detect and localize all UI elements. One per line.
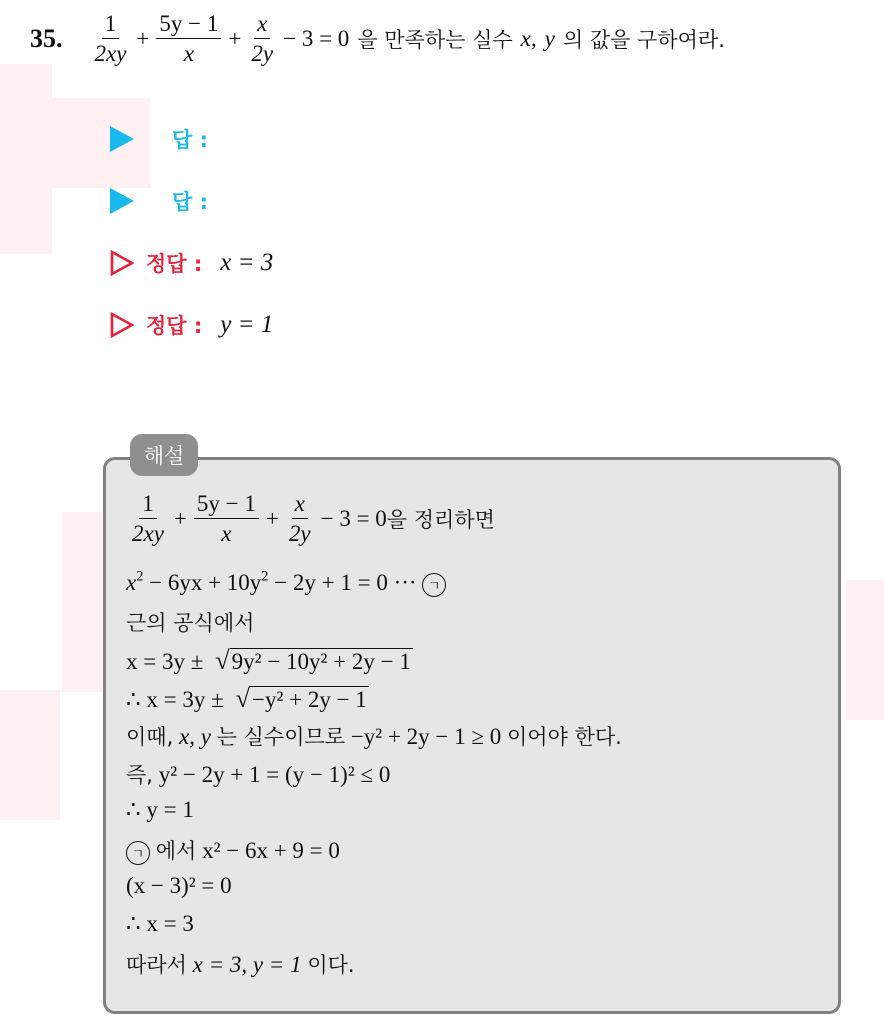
solution-text: 이때, bbox=[126, 725, 174, 749]
solution-expr: − 6yx + 10y bbox=[149, 570, 262, 595]
solution-line-4 bbox=[126, 645, 413, 676]
circle-marker: ㄱ bbox=[126, 841, 150, 865]
correct-answer-label: 정답 : bbox=[146, 252, 203, 276]
solution-line-11 bbox=[126, 911, 194, 937]
solution-text: 따라서 bbox=[126, 953, 187, 977]
solution-expr: −y² + 2y − 1 ≥ 0 bbox=[350, 724, 502, 749]
variable-y: y bbox=[544, 26, 555, 52]
solution-expr: x, y bbox=[179, 724, 211, 749]
fraction-denominator: 2xy bbox=[94, 41, 127, 67]
problem-number: 35. bbox=[30, 24, 63, 54]
fraction bbox=[286, 492, 314, 546]
answer-row-2 bbox=[110, 186, 208, 216]
solution-expr: ∴ y = 1 bbox=[126, 797, 194, 822]
solution-line-12 bbox=[126, 949, 355, 979]
answer-label: 답 : bbox=[172, 128, 208, 152]
solution-expr: x = 3y ± bbox=[126, 649, 204, 674]
fraction-numerator: 5y − 1 bbox=[156, 12, 221, 39]
solution-expr: x = 3, y = 1 bbox=[192, 952, 302, 977]
play-icon bbox=[110, 188, 134, 214]
solution-line-6 bbox=[126, 721, 622, 751]
solution-text: 이다. bbox=[307, 953, 355, 977]
fraction-denominator: 2xy bbox=[132, 521, 164, 547]
solution-line-9 bbox=[126, 835, 340, 865]
solution-expr: (x − 3)² = 0 bbox=[126, 873, 232, 898]
correct-answer-value: x = 3 bbox=[220, 249, 274, 276]
fraction-denominator: x bbox=[183, 41, 194, 67]
fraction bbox=[194, 492, 259, 546]
solution-text: 이어야 한다. bbox=[507, 725, 622, 749]
solution-line-3 bbox=[126, 607, 254, 637]
answer-label: 답 : bbox=[172, 190, 208, 214]
solution-expr: − 2y + 1 = 0 ··· bbox=[274, 570, 417, 595]
fraction bbox=[248, 12, 276, 66]
solution-line-1 bbox=[126, 492, 495, 546]
background-tint bbox=[0, 690, 60, 820]
fraction-denominator: 2y bbox=[251, 41, 274, 67]
solution-expr: x² − 6x + 9 = 0 bbox=[202, 838, 340, 863]
background-tint bbox=[62, 512, 104, 692]
equation-tail: − 3 = 0 bbox=[320, 506, 387, 532]
circle-marker: ㄱ bbox=[422, 573, 446, 597]
radicand: 9y² − 10y² + 2y − 1 bbox=[231, 649, 411, 674]
radicand: −y² + 2y − 1 bbox=[252, 687, 367, 712]
correct-answer-row-2 bbox=[110, 310, 273, 340]
correct-answer-value: y = 1 bbox=[220, 311, 274, 338]
problem-text-end: 의 값을 구하여라. bbox=[562, 28, 725, 53]
problem-text: 을 만족하는 실수 bbox=[357, 28, 513, 53]
equation-tail: − 3 = 0 bbox=[283, 26, 350, 52]
fraction-numerator: 1 bbox=[139, 492, 157, 519]
answer-row-1 bbox=[110, 124, 208, 154]
fraction bbox=[92, 12, 130, 66]
plus-sign: + bbox=[173, 506, 187, 532]
radical-sign: √ bbox=[215, 645, 230, 675]
variable-x: x, bbox=[520, 26, 537, 52]
solution-line-8 bbox=[126, 797, 194, 823]
solution-text: 을 정리하면 bbox=[386, 508, 495, 533]
solution-text: 는 실수이므로 bbox=[216, 725, 346, 749]
solution-line-5 bbox=[126, 683, 369, 714]
fraction-numerator: x bbox=[254, 12, 270, 39]
background-tint bbox=[846, 580, 884, 720]
play-icon bbox=[110, 126, 134, 152]
correct-answer-label: 정답 : bbox=[146, 314, 203, 338]
solution-tab: 해설 bbox=[130, 434, 198, 476]
fraction-numerator: 5y − 1 bbox=[194, 492, 259, 519]
fraction-denominator: 2y bbox=[288, 521, 311, 547]
solution-line-7 bbox=[126, 759, 390, 789]
outline-triangle-icon bbox=[110, 312, 134, 338]
solution-text: 즉, bbox=[126, 763, 153, 787]
solution-line-10 bbox=[126, 873, 232, 899]
correct-answer-row-1 bbox=[110, 248, 273, 278]
solution-expr: ∴ x = 3 bbox=[126, 911, 194, 936]
problem-statement bbox=[30, 12, 725, 66]
plus-sign: + bbox=[265, 506, 279, 532]
outline-triangle-icon bbox=[110, 250, 134, 276]
solution-line-2: $x^2 - 6yx + 10y^2 - 2y + 1 = 0$ ··· ㄱ bbox=[126, 570, 446, 597]
solution-expr: ∴ x = 3y ± bbox=[126, 687, 224, 712]
fraction-denominator: x bbox=[221, 521, 232, 547]
fraction-numerator: 1 bbox=[102, 12, 120, 39]
fraction-numerator: x bbox=[292, 492, 308, 519]
solution-text: 근의 공식에서 bbox=[126, 611, 255, 635]
fraction bbox=[156, 12, 221, 66]
solution-text: 에서 bbox=[155, 839, 197, 863]
solution-expr: y² − 2y + 1 = (y − 1)² ≤ 0 bbox=[158, 762, 391, 787]
fraction bbox=[129, 492, 167, 546]
radical-sign: √ bbox=[235, 683, 250, 713]
plus-sign: + bbox=[228, 26, 242, 52]
background-tint bbox=[0, 64, 52, 254]
plus-sign: + bbox=[136, 26, 150, 52]
